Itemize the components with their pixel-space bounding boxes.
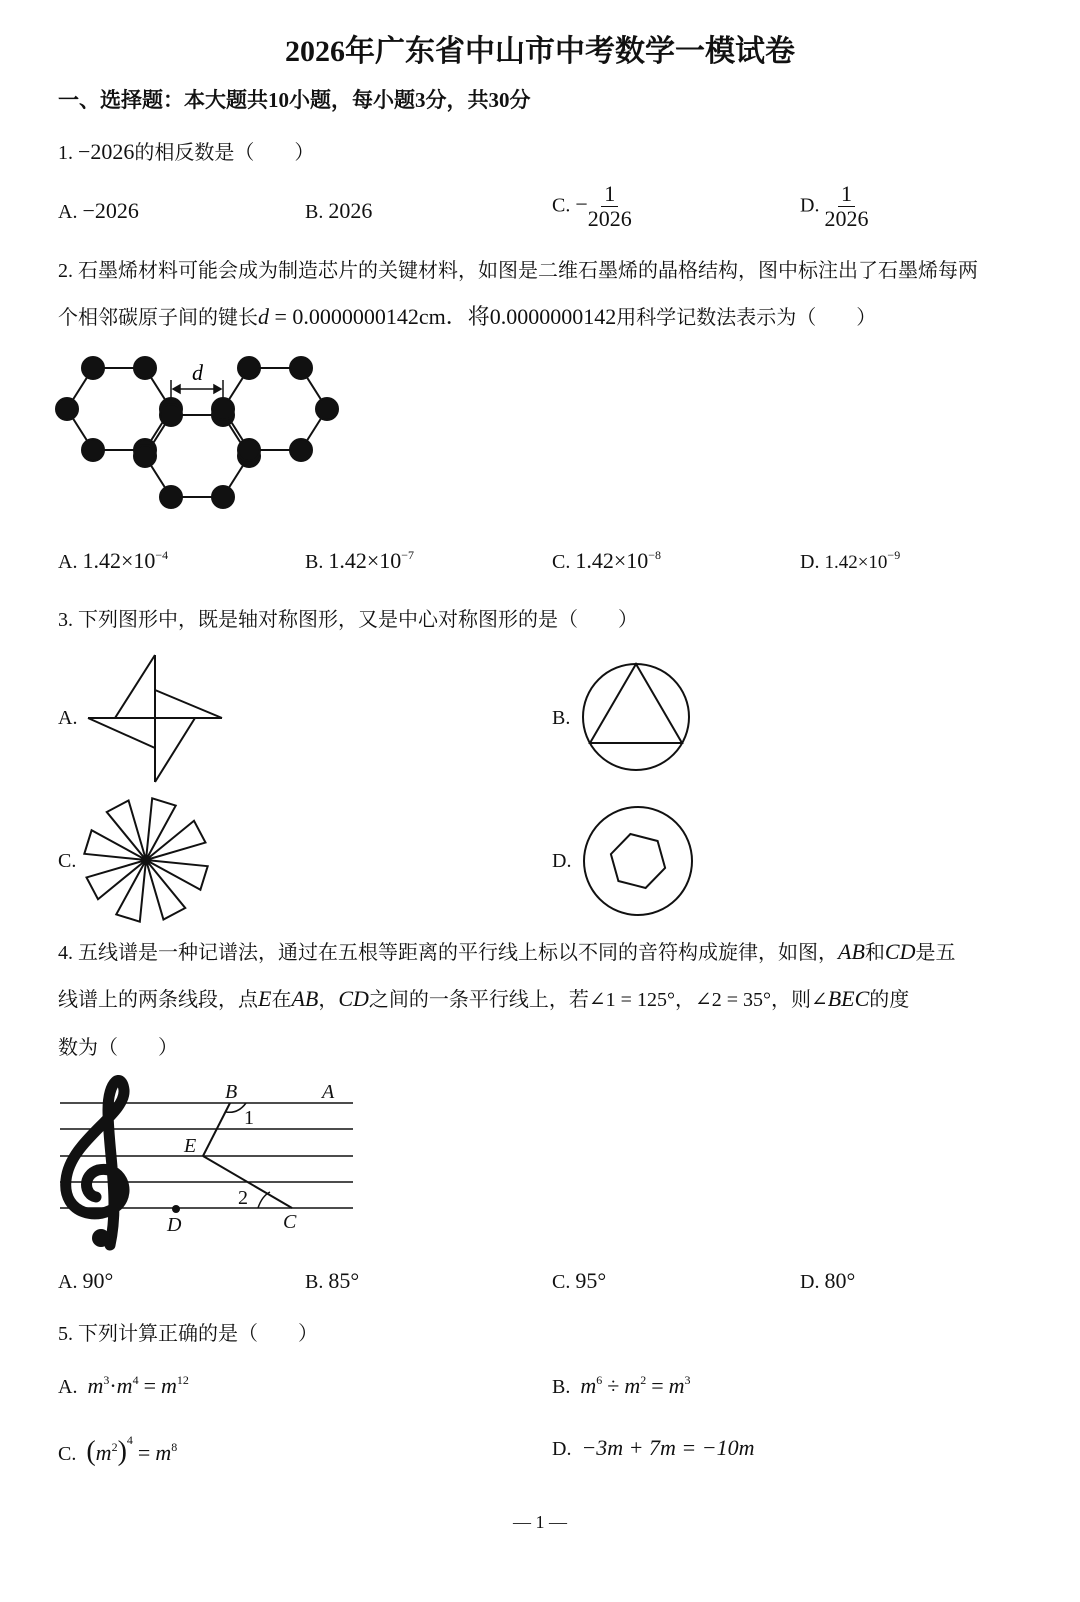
q3-option-c[interactable]: C. xyxy=(58,850,77,872)
star-blade xyxy=(146,860,208,890)
variable: E xyxy=(258,986,272,1011)
option-label: A. xyxy=(58,1271,78,1293)
exponent: −8 xyxy=(648,548,662,562)
q2-option-d[interactable] xyxy=(800,548,900,574)
q3-option-a[interactable]: A. xyxy=(58,707,78,729)
carbon-atom xyxy=(238,357,260,379)
operator: = xyxy=(143,1373,156,1398)
shape-d-circle-hexagon xyxy=(584,807,692,915)
bond-length-label: d xyxy=(192,360,203,385)
carbon-atom xyxy=(238,439,260,461)
q3-option-b[interactable]: B. xyxy=(552,707,571,729)
variable: AB xyxy=(291,986,319,1011)
option-label: B. xyxy=(305,1271,324,1293)
exponent: 4 xyxy=(126,1433,133,1447)
label-angle-2: 2 xyxy=(238,1187,248,1209)
operator: = xyxy=(137,1440,151,1465)
variable: m xyxy=(624,1373,641,1398)
star-blade xyxy=(116,860,146,922)
exponent: 2 xyxy=(640,1373,647,1387)
variable: m xyxy=(160,1373,177,1398)
denominator: 2026 xyxy=(824,206,869,232)
option-value: −3m + 7m = −10m xyxy=(581,1435,755,1460)
carbon-atom xyxy=(134,357,156,379)
carbon-atom xyxy=(212,486,234,508)
text: 在 xyxy=(271,989,292,1011)
label-e: E xyxy=(184,1135,197,1157)
option-label: C. xyxy=(58,1443,77,1465)
math-expression: −2026 xyxy=(78,139,135,164)
q3-option-d[interactable]: D. xyxy=(552,850,572,872)
variable: AB xyxy=(838,939,865,964)
option-value: 85° xyxy=(328,1268,360,1293)
exponent: −7 xyxy=(401,548,415,562)
option-label: C. xyxy=(552,194,571,217)
option-base: 1.42×10 xyxy=(82,548,156,573)
option-label: B. xyxy=(305,551,324,573)
label-angle-1: 1 xyxy=(244,1107,254,1129)
operator: ÷ xyxy=(607,1373,620,1398)
carbon-atom xyxy=(290,439,312,461)
shape-b-circle-triangle xyxy=(583,664,689,770)
option-value: 95° xyxy=(575,1268,607,1293)
q5-option-b[interactable] xyxy=(552,1373,691,1399)
question-number: 1. xyxy=(58,142,73,164)
exponent: 3 xyxy=(684,1373,691,1387)
option-label: D. xyxy=(800,1271,820,1293)
exponent: 12 xyxy=(176,1373,189,1387)
q2-option-b[interactable] xyxy=(305,548,414,574)
option-value: 2026 xyxy=(328,198,373,223)
star-blade xyxy=(146,798,176,860)
exponent: −9 xyxy=(887,548,901,562)
carbon-atom xyxy=(134,445,156,467)
shape-c-star xyxy=(84,798,207,921)
option-value: −2026 xyxy=(82,198,139,223)
label-c: C xyxy=(283,1211,297,1233)
q2-option-a[interactable] xyxy=(58,548,168,574)
carbon-atom xyxy=(82,439,104,461)
question-4-line-2 xyxy=(58,983,909,1012)
point-d xyxy=(172,1205,180,1213)
clef-tail-dot xyxy=(92,1229,110,1247)
q4-option-b[interactable] xyxy=(305,1268,359,1294)
option-label: A. xyxy=(58,201,78,223)
variable: BEC xyxy=(827,986,870,1011)
text: 和 xyxy=(864,942,885,964)
option-base: 1.42×10 xyxy=(328,548,402,573)
treble-clef-icon xyxy=(66,1080,124,1245)
carbon-atom xyxy=(160,404,182,426)
text: 的度 xyxy=(869,989,910,1011)
option-base: 1.42×10 xyxy=(824,552,888,573)
star-blade xyxy=(146,860,185,919)
text: 用科学记数法表示为（ ） xyxy=(616,307,877,329)
q5-option-a[interactable] xyxy=(58,1373,189,1399)
section-heading: 一、选择题：本大题共10小题，每小题3分，共30分 xyxy=(58,88,531,112)
text: 是五 xyxy=(915,942,956,964)
variable: m xyxy=(580,1373,597,1398)
option-base: 1.42×10 xyxy=(575,548,649,573)
q2-option-c[interactable] xyxy=(552,548,661,574)
star-blade xyxy=(146,821,205,860)
star-blade xyxy=(87,860,146,899)
minus-sign: − xyxy=(575,191,588,217)
option-label: C. xyxy=(552,1271,571,1293)
star-blade xyxy=(107,801,146,860)
paren: ) xyxy=(117,1436,127,1467)
text: = 0.0000000142cm．将 xyxy=(269,304,490,329)
text: 个相邻碳原子间的键长 xyxy=(58,307,258,329)
option-label: D. xyxy=(800,194,820,217)
q4-option-d[interactable] xyxy=(800,1268,855,1294)
option-label: A. xyxy=(58,1376,78,1398)
star-blade xyxy=(84,830,146,860)
carbon-atom xyxy=(82,357,104,379)
numerator: 1 xyxy=(601,182,618,207)
carbon-atom xyxy=(212,398,234,420)
hexagon-ring xyxy=(67,368,171,450)
question-2-line-1: 2. 石墨烯材料可能会成为制造芯片的关键材料，如图是二维石墨烯的晶格结构，图中标注出了石墨烯每两 xyxy=(58,260,978,282)
page-title: 2026年广东省中山市中考数学一模试卷 xyxy=(285,35,795,68)
variable: m xyxy=(668,1373,685,1398)
label-a: A xyxy=(322,1081,335,1103)
text: 之间的一条平行线上，若∠1 = 125°，∠2 = 35°，则∠ xyxy=(368,989,828,1011)
number: 0.0000000142 xyxy=(489,304,617,329)
q5-option-d[interactable] xyxy=(552,1435,755,1461)
variable: m xyxy=(155,1440,172,1465)
option-value: 80° xyxy=(824,1268,856,1293)
text: 线谱上的两条线段，点 xyxy=(58,989,258,1011)
exponent: 2 xyxy=(111,1440,118,1454)
option-label: B. xyxy=(552,1376,571,1398)
carbon-atom xyxy=(316,398,338,420)
exponent: 3 xyxy=(103,1373,110,1387)
question-3-stem: 3. 下列图形中，既是轴对称图形，又是中心对称图形的是（ ） xyxy=(58,609,638,631)
numerator: 1 xyxy=(838,182,855,207)
question-4-line-1 xyxy=(58,936,955,965)
text: ， xyxy=(318,989,339,1011)
carbon-atom xyxy=(56,398,78,420)
q5-option-c[interactable] xyxy=(58,1433,177,1468)
carbon-atom xyxy=(290,357,312,379)
variable: m xyxy=(87,1373,104,1398)
hexagon-ring xyxy=(223,368,327,450)
paren: ( xyxy=(86,1436,96,1467)
exponent: 4 xyxy=(132,1373,139,1387)
hexagon-ring xyxy=(145,415,249,497)
denominator: 2026 xyxy=(587,206,632,232)
exponent: 8 xyxy=(171,1440,178,1454)
exponent: 6 xyxy=(596,1373,603,1387)
variable: CD xyxy=(338,986,369,1011)
option-value: 90° xyxy=(82,1268,114,1293)
q4-option-a[interactable] xyxy=(58,1268,113,1294)
variable: m xyxy=(116,1373,133,1398)
question-4-line-3: 数为（ ） xyxy=(58,1037,178,1059)
shape-a-pinwheel xyxy=(88,655,222,782)
stem-text: 的相反数是（ ） xyxy=(134,142,315,164)
page-number: — 1 — xyxy=(513,1512,567,1532)
text: 4. 五线谱是一种记谱法，通过在五根等距离的平行线上标以不同的音符构成旋律，如图， xyxy=(58,942,838,964)
q4-option-c[interactable] xyxy=(552,1268,606,1294)
variable: CD xyxy=(884,939,916,964)
option-label: D. xyxy=(552,1438,572,1460)
option-label: D. xyxy=(800,551,820,573)
operator: = xyxy=(651,1373,664,1398)
carbon-atom xyxy=(160,486,182,508)
question-5-stem: 5. 下列计算正确的是（ ） xyxy=(58,1323,318,1345)
label-b: B xyxy=(225,1081,238,1103)
variable: d xyxy=(258,304,269,329)
operator: · xyxy=(109,1373,117,1398)
label-d: D xyxy=(167,1214,182,1236)
exponent: −4 xyxy=(155,548,169,562)
option-label: A. xyxy=(58,551,78,573)
variable: m xyxy=(95,1440,112,1465)
option-label: B. xyxy=(305,201,324,223)
option-label: C. xyxy=(552,551,571,573)
